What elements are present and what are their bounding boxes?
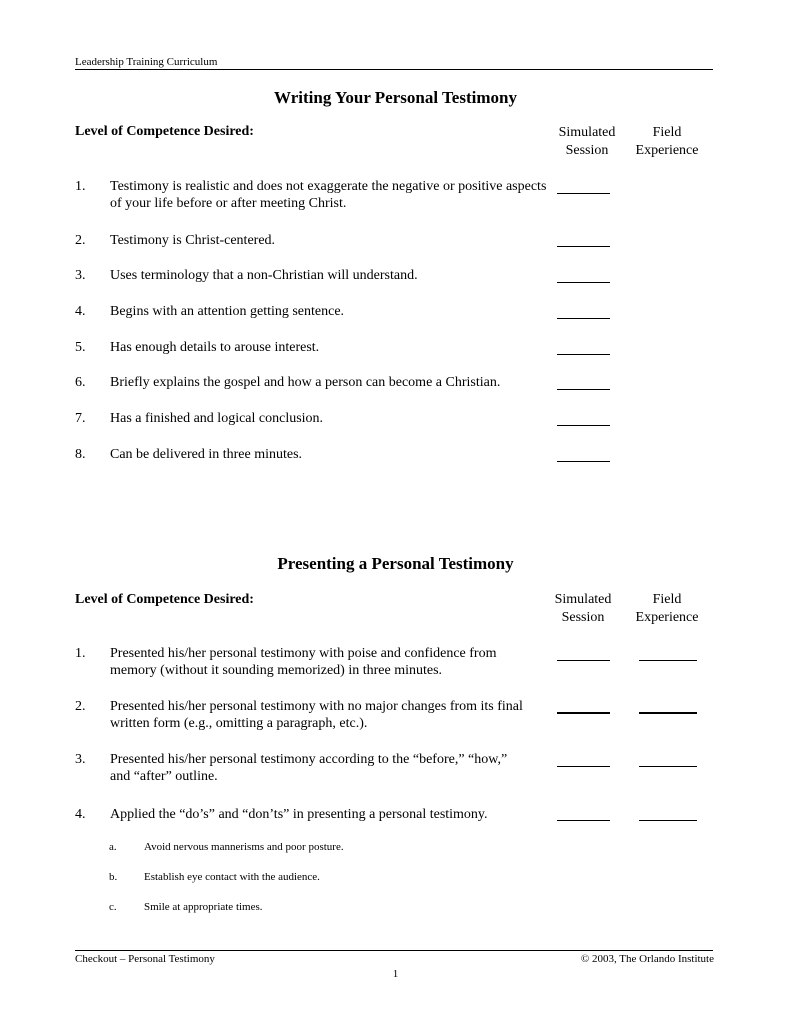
footer-left: Checkout – Personal Testimony	[75, 953, 215, 965]
section1-col-simulated-session	[549, 124, 625, 160]
subitem-letter: a.	[109, 841, 117, 853]
subitem-letter: c.	[109, 901, 117, 913]
item-text: Has enough details to arouse interest.	[110, 340, 320, 355]
simulated-session-blank[interactable]	[557, 712, 610, 714]
header-rule	[75, 69, 713, 70]
field-experience-blank[interactable]	[639, 660, 697, 661]
footer-right: © 2003, The Orlando Institute	[580, 953, 714, 965]
subitem-letter: b.	[109, 871, 118, 883]
section2-title: Presenting a Personal Testimony	[277, 554, 514, 573]
item-number: 1.	[75, 179, 86, 194]
field-experience-blank[interactable]	[639, 766, 697, 767]
item-number: 5.	[75, 340, 86, 355]
item-number: 4.	[75, 304, 86, 319]
section1-level-label: Level of Competence Desired:	[75, 124, 254, 139]
section2-col-field-experience	[627, 591, 707, 627]
running-header: Leadership Training Curriculum	[75, 56, 218, 68]
item-number: 1.	[75, 646, 86, 661]
col-heading-line: Experience	[635, 610, 699, 625]
col-heading-line: Simulated	[554, 592, 612, 607]
item-text: Presented his/her personal testimony with no major changes from its final written form (e.g., omitting a paragraph, etc.).	[110, 699, 523, 731]
simulated-session-blank[interactable]	[557, 318, 610, 319]
section1-col-field-experience	[627, 124, 707, 160]
simulated-session-blank[interactable]	[557, 354, 610, 355]
page-number: 1	[392, 968, 399, 980]
col-heading-line: Session	[565, 143, 609, 158]
col-heading-line: Simulated	[558, 125, 616, 140]
item-text: Uses terminology that a non-Christian will understand.	[110, 268, 418, 283]
simulated-session-blank[interactable]	[557, 282, 610, 283]
footer-rule	[75, 950, 713, 951]
simulated-session-blank[interactable]	[557, 766, 610, 767]
section1-title: Writing Your Personal Testimony	[274, 88, 517, 107]
simulated-session-blank[interactable]	[557, 820, 610, 821]
item-number: 6.	[75, 375, 86, 390]
item-text: Presented his/her personal testimony according to the “before,” “how,” and “after” outline.	[110, 752, 508, 784]
subitem-text: Establish eye contact with the audience.	[144, 871, 320, 883]
item-text: Testimony is realistic and does not exaggerate the negative or positive aspects of your life before or after meeting Christ.	[110, 179, 547, 211]
simulated-session-blank[interactable]	[557, 660, 610, 661]
field-experience-blank[interactable]	[639, 820, 697, 821]
section2-col-simulated-session	[545, 591, 621, 627]
item-number: 4.	[75, 807, 86, 822]
item-number: 2.	[75, 699, 86, 714]
col-heading-line: Experience	[635, 143, 699, 158]
item-number: 3.	[75, 752, 86, 767]
col-heading-line: Field	[652, 592, 682, 607]
item-text: Testimony is Christ-centered.	[110, 233, 276, 248]
item-number: 3.	[75, 268, 86, 283]
simulated-session-blank[interactable]	[557, 193, 610, 194]
section2-level-label: Level of Competence Desired:	[75, 592, 254, 607]
item-text: Can be delivered in three minutes.	[110, 447, 303, 462]
col-heading-line: Session	[561, 610, 605, 625]
simulated-session-blank[interactable]	[557, 461, 610, 462]
item-text: Briefly explains the gospel and how a person can become a Christian.	[110, 375, 501, 390]
subitem-text: Avoid nervous mannerisms and poor posture.	[144, 841, 344, 853]
item-number: 2.	[75, 233, 86, 248]
item-number: 7.	[75, 411, 86, 426]
item-text: Applied the “do’s” and “don’ts” in presenting a personal testimony.	[110, 807, 488, 822]
col-heading-line: Field	[652, 125, 682, 140]
item-text: Presented his/her personal testimony with poise and confidence from memory (without it sounding memorized) in three minutes.	[110, 646, 497, 678]
simulated-session-blank[interactable]	[557, 389, 610, 390]
item-text: Begins with an attention getting sentence.	[110, 304, 345, 319]
subitem-text: Smile at appropriate times.	[144, 901, 263, 913]
simulated-session-blank[interactable]	[557, 425, 610, 426]
simulated-session-blank[interactable]	[557, 246, 610, 247]
item-number: 8.	[75, 447, 86, 462]
item-text: Has a finished and logical conclusion.	[110, 411, 324, 426]
field-experience-blank[interactable]	[639, 712, 697, 714]
